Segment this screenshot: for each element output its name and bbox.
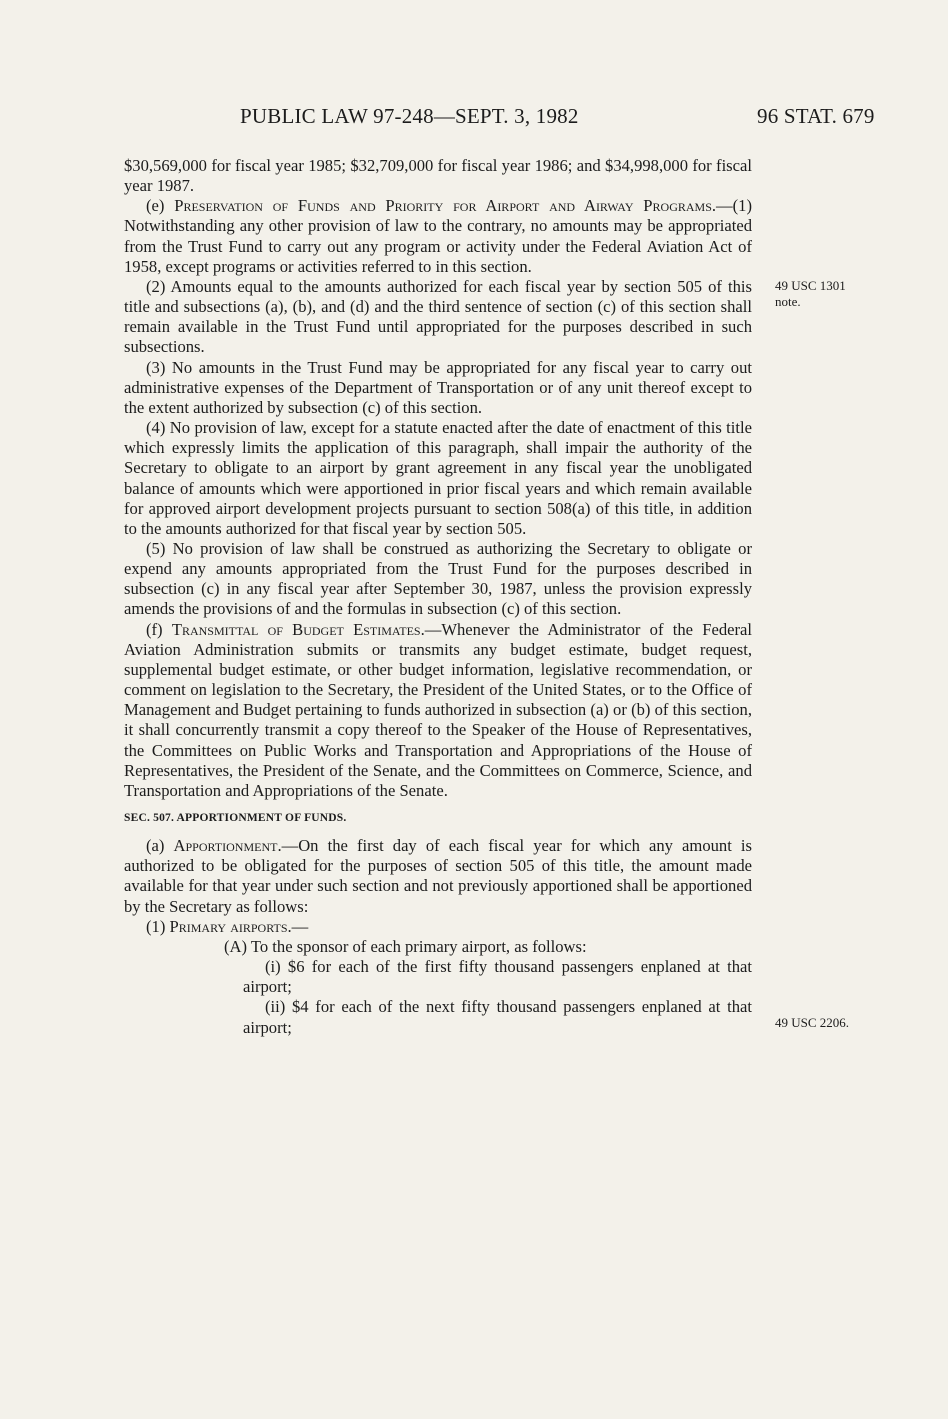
- subsection-f: [124, 620, 752, 801]
- subsection-a: [124, 836, 752, 917]
- subsection-a-text: —On the first day of each fiscal year for which any amount is authorized to be obligated for the purposes of section 505 of this title, the amount made available for that year under such section and not previously apportioned shall be apportioned by the Secretary as follows:: [124, 836, 752, 916]
- section-heading: SEC. 507. APPORTIONMENT OF FUNDS.: [124, 812, 347, 824]
- subsection-a-label: (a): [146, 836, 174, 856]
- paragraph-e2: (2) Amounts equal to the amounts authorized for each fiscal year by section 505 of this title and subsections (a), (b), and (d) and the third sentence of section (c) of this section shall remain available in the Trust Fund until appropriated for the purposes described in such subsections.: [124, 276, 752, 357]
- subsection-e-label: (e): [146, 196, 175, 216]
- subsection-f-caption: Transmittal of Budget Estimates.: [171, 619, 425, 639]
- body-text: [124, 156, 752, 1038]
- paragraph-e3: (3) No amounts in the Trust Fund may be appropriated for any fiscal year to carry out administrative expenses of the Department of Transportation or of any unit thereof except to the extent authorized by subsection (c) of this section.: [124, 357, 752, 417]
- clause-i: (i) $6 for each of the first fifty thousand passengers enplaned at that airport;: [243, 957, 752, 997]
- paragraph-e4: (4) No provision of law, except for a statute enacted after the date of enactment of this title which expressly limits the application of this paragraph, shall impair the authority of the Secretary to obligate to an airport by grant agreement in any fiscal year the unobligated balance of amounts which were apportioned in prior fiscal years and which remain available for approved airport development projects pursuant to section 508(a) of this title, in addition to the amounts authorized for that fiscal year by section 505.: [124, 418, 752, 538]
- paragraph-e5: (5) No provision of law shall be construed as authorizing the Secretary to obligate or expend any amounts appropriated from the Trust Fund for the purposes described in subsection (c) in any fiscal year after September 30, 1987, unless the provision expressly amends the provisions of and the formulas in subsection (c) of this section.: [124, 538, 752, 619]
- margin-note-1-line1: 49 USC 1301: [775, 278, 846, 293]
- continued-paragraph: $30,569,000 for fiscal year 1985; $32,709,000 for fiscal year 1986; and $34,998,000 for fiscal year 1987.: [124, 156, 752, 196]
- subparagraph-A: (A) To the sponsor of each primary airport, as follows:: [224, 936, 587, 956]
- subsection-e-text: —(1) Notwithstanding any other provision of law to the contrary, no amounts may be appropriated from the Trust Fund to carry out any program or activity under the Federal Aviation Act of 1958, except programs or activities referred to in this section.: [124, 196, 752, 276]
- paragraph-a1: [124, 917, 752, 937]
- subsection-f-label: (f): [146, 619, 172, 639]
- margin-note-1: [775, 278, 846, 310]
- clause-ii: (ii) $4 for each of the next fifty thousand passengers enplaned at that airport;: [243, 997, 752, 1037]
- running-header-title: PUBLIC LAW 97-248—SEPT. 3, 1982: [240, 104, 579, 128]
- margin-note-2: 49 USC 2206.: [775, 1015, 850, 1030]
- paragraph-a1-label: (1): [146, 916, 170, 936]
- subsection-e-caption: Preservation of Funds and Priority for Airport and Airway Programs.: [174, 196, 717, 216]
- subsection-e: [124, 196, 752, 277]
- paragraph-a1-dash: —: [291, 916, 309, 936]
- margin-note-1-line2: note.: [775, 294, 801, 309]
- paragraph-a1-caption: Primary airports.: [169, 916, 292, 936]
- subsection-f-text: —Whenever the Administrator of the Federal Aviation Administration submits or transmits any budget estimate, budget request, supplemental budget estimate, or other budget information, legislative recommendation, or comment on legislation to the Secretary, the President of the United States, or to the Office of Management and Budget pertaining to funds authorized in subsection (a) or (b) of this section, it shall concurrently transmit a copy thereof to the Speaker of the House of Representatives, the Committees on Public Works and Transportation and Appropriations of the House of Representatives, the President of the Senate, and the Committees on Commerce, Science, and Transportation and Appropriations of the Senate.: [124, 619, 752, 800]
- subsection-a-caption: Apportionment.: [173, 836, 282, 856]
- statute-page-number: 96 STAT. 679: [757, 104, 875, 128]
